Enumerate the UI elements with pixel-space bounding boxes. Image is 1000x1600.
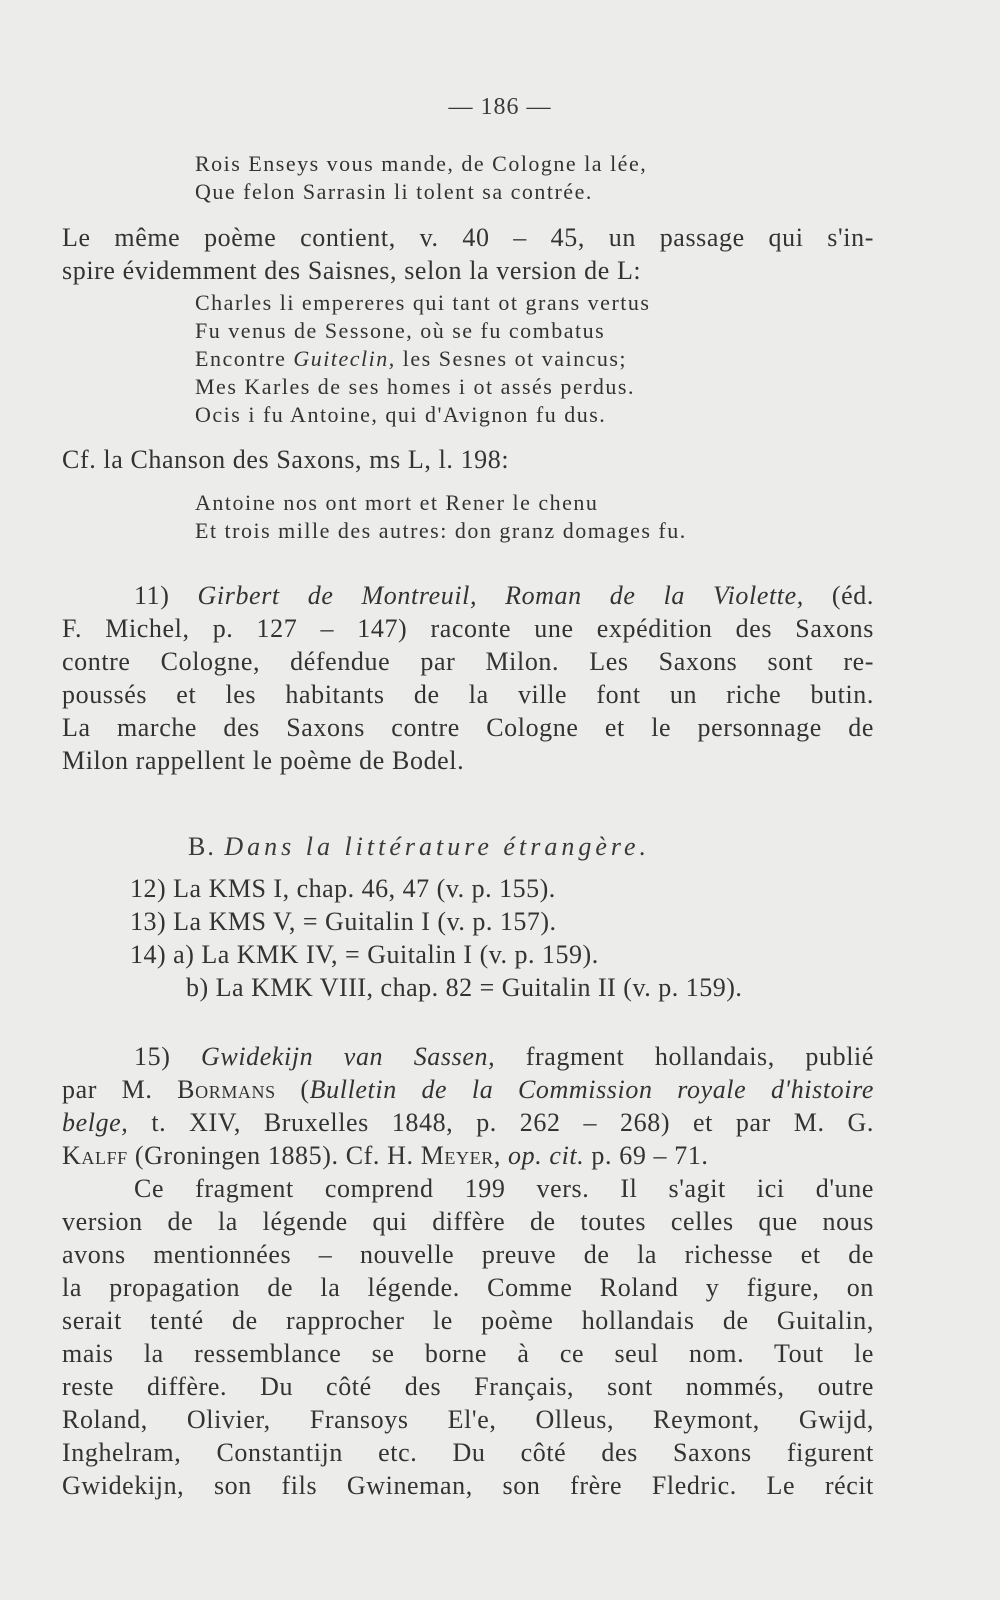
verse-line: Charles li empereres qui tant ot grans vertus (195, 290, 651, 315)
section-title: Dans la littérature étrangère. (224, 832, 651, 861)
work-title: Gwidekijn van Sassen, (201, 1042, 496, 1071)
verse-quote-3 (195, 489, 687, 545)
text-line (62, 1106, 874, 1139)
text-line: avons mentionnées – nouvelle preuve de la richesse et de (62, 1240, 874, 1269)
text-fragment: ( (275, 1075, 310, 1104)
text-line: serait tenté de rapprocher le poème hollandais de Guitalin, (62, 1306, 874, 1335)
verse-line: Antoine nos ont mort et Rener le chenu (195, 490, 599, 515)
verse-line: Que felon Sarrasin li tolent sa contrée. (195, 179, 593, 204)
section-letter: B. (188, 832, 225, 861)
verse-line: Fu venus de Sessone, où se fu combatus (195, 318, 606, 343)
author-name: Bormans (177, 1075, 276, 1104)
verse-line: Rois Enseys vous mande, de Cologne la lée, (195, 151, 648, 176)
text-line (62, 1139, 874, 1172)
text-line: la propagation de la légende. Comme Roland y figure, on (62, 1273, 874, 1302)
text-line: version de la légende qui diffère de toutes celles que nous (62, 1207, 874, 1236)
text-line: Inghelram, Constantijn etc. Du côté des Saxons figurent (62, 1438, 874, 1467)
verse-line: Mes Karles de ses homes i ot assés perdus. (195, 374, 635, 399)
text-fragment: (Groningen 1885). Cf. H. (127, 1141, 421, 1170)
journal-title: belge, (62, 1108, 129, 1137)
list-item: 14) a) La KMK IV, = Guitalin I (v. p. 159). (130, 940, 599, 969)
list-item: 12) La KMS I, chap. 46, 47 (v. p. 155). (130, 874, 556, 903)
item-number: 11) (134, 581, 198, 610)
text-line: reste diffère. Du côté des Français, sont nommés, outre (62, 1372, 874, 1401)
text-line: Le même poème contient, v. 40 – 45, un passage qui s'in- (62, 223, 874, 252)
verse-line: Et trois mille des autres: don granz domages fu. (195, 518, 687, 543)
text-fragment: fragment hollandais, publié (495, 1042, 874, 1071)
verse-quote-1 (195, 150, 647, 206)
item-number: 15) (134, 1042, 201, 1071)
text-fragment: (éd. (803, 581, 874, 610)
verse-line: Ocis i fu Antoine, qui d'Avignon fu dus. (195, 402, 607, 427)
paragraph-cf (62, 443, 874, 476)
text-line: Gwidekijn, son fils Gwineman, son frère Fledric. Le récit (62, 1471, 874, 1500)
paragraph-11 (62, 579, 874, 777)
text-line (62, 1073, 874, 1106)
text-line: Cf. la Chanson des Saxons, ms L, l. 198: (62, 445, 510, 474)
text-fragment: t. XIV, Bruxelles 1848, p. 262 – 268) et par M. G. (128, 1108, 874, 1137)
verse-quote-2 (195, 289, 650, 429)
journal-title: Bulletin de la Commission royale d'histoire (309, 1075, 874, 1104)
verse-text: les Sesnes ot vaincus; (395, 346, 628, 371)
text-line: Milon rappellent le poème de Bodel. (62, 746, 465, 775)
page-number: — 186 — (448, 94, 552, 120)
text-fragment: par M. (62, 1075, 178, 1104)
text-line: poussés et les habitants de la ville font un riche butin. (62, 680, 874, 709)
paragraph-16 (62, 1172, 874, 1502)
author-name: Kalff (62, 1141, 128, 1170)
text-line (62, 579, 874, 612)
paragraph-15 (62, 1040, 874, 1172)
work-title: Girbert de Montreuil, Roman de la Violette, (197, 581, 804, 610)
text-line: contre Cologne, défendue par Milon. Les Saxons sont re- (62, 647, 874, 676)
list-item: b) La KMK VIII, chap. 82 = Guitalin II (v. p. 159). (186, 973, 743, 1002)
text-line (62, 1040, 874, 1073)
reference-list (130, 872, 742, 1004)
verse-line (195, 345, 650, 373)
section-heading (188, 832, 650, 862)
text-line: Roland, Olivier, Fransoys El'e, Olleus, Reymont, Gwijd, (62, 1405, 874, 1434)
text-line: mais la ressemblance se borne à ce seul nom. Tout le (62, 1339, 874, 1368)
citation-abbrev: op. cit. (508, 1141, 585, 1170)
text-line: Ce fragment comprend 199 vers. Il s'agit ici d'une (134, 1174, 874, 1203)
verse-text: Encontre (195, 346, 294, 371)
text-line: F. Michel, p. 127 – 147) raconte une expédition des Saxons (62, 614, 874, 643)
text-line: spire évidemment des Saisnes, selon la version de L: (62, 256, 642, 285)
list-item: 13) La KMS V, = Guitalin I (v. p. 157). (130, 907, 557, 936)
text-line: La marche des Saxons contre Cologne et le personnage de (62, 713, 874, 742)
text-fragment (501, 1141, 508, 1170)
verse-italic-name: Guiteclin, (293, 346, 396, 371)
author-name: Meyer, (420, 1141, 501, 1170)
text-fragment: p. 69 – 71. (584, 1141, 709, 1170)
paragraph-intro (62, 221, 874, 287)
